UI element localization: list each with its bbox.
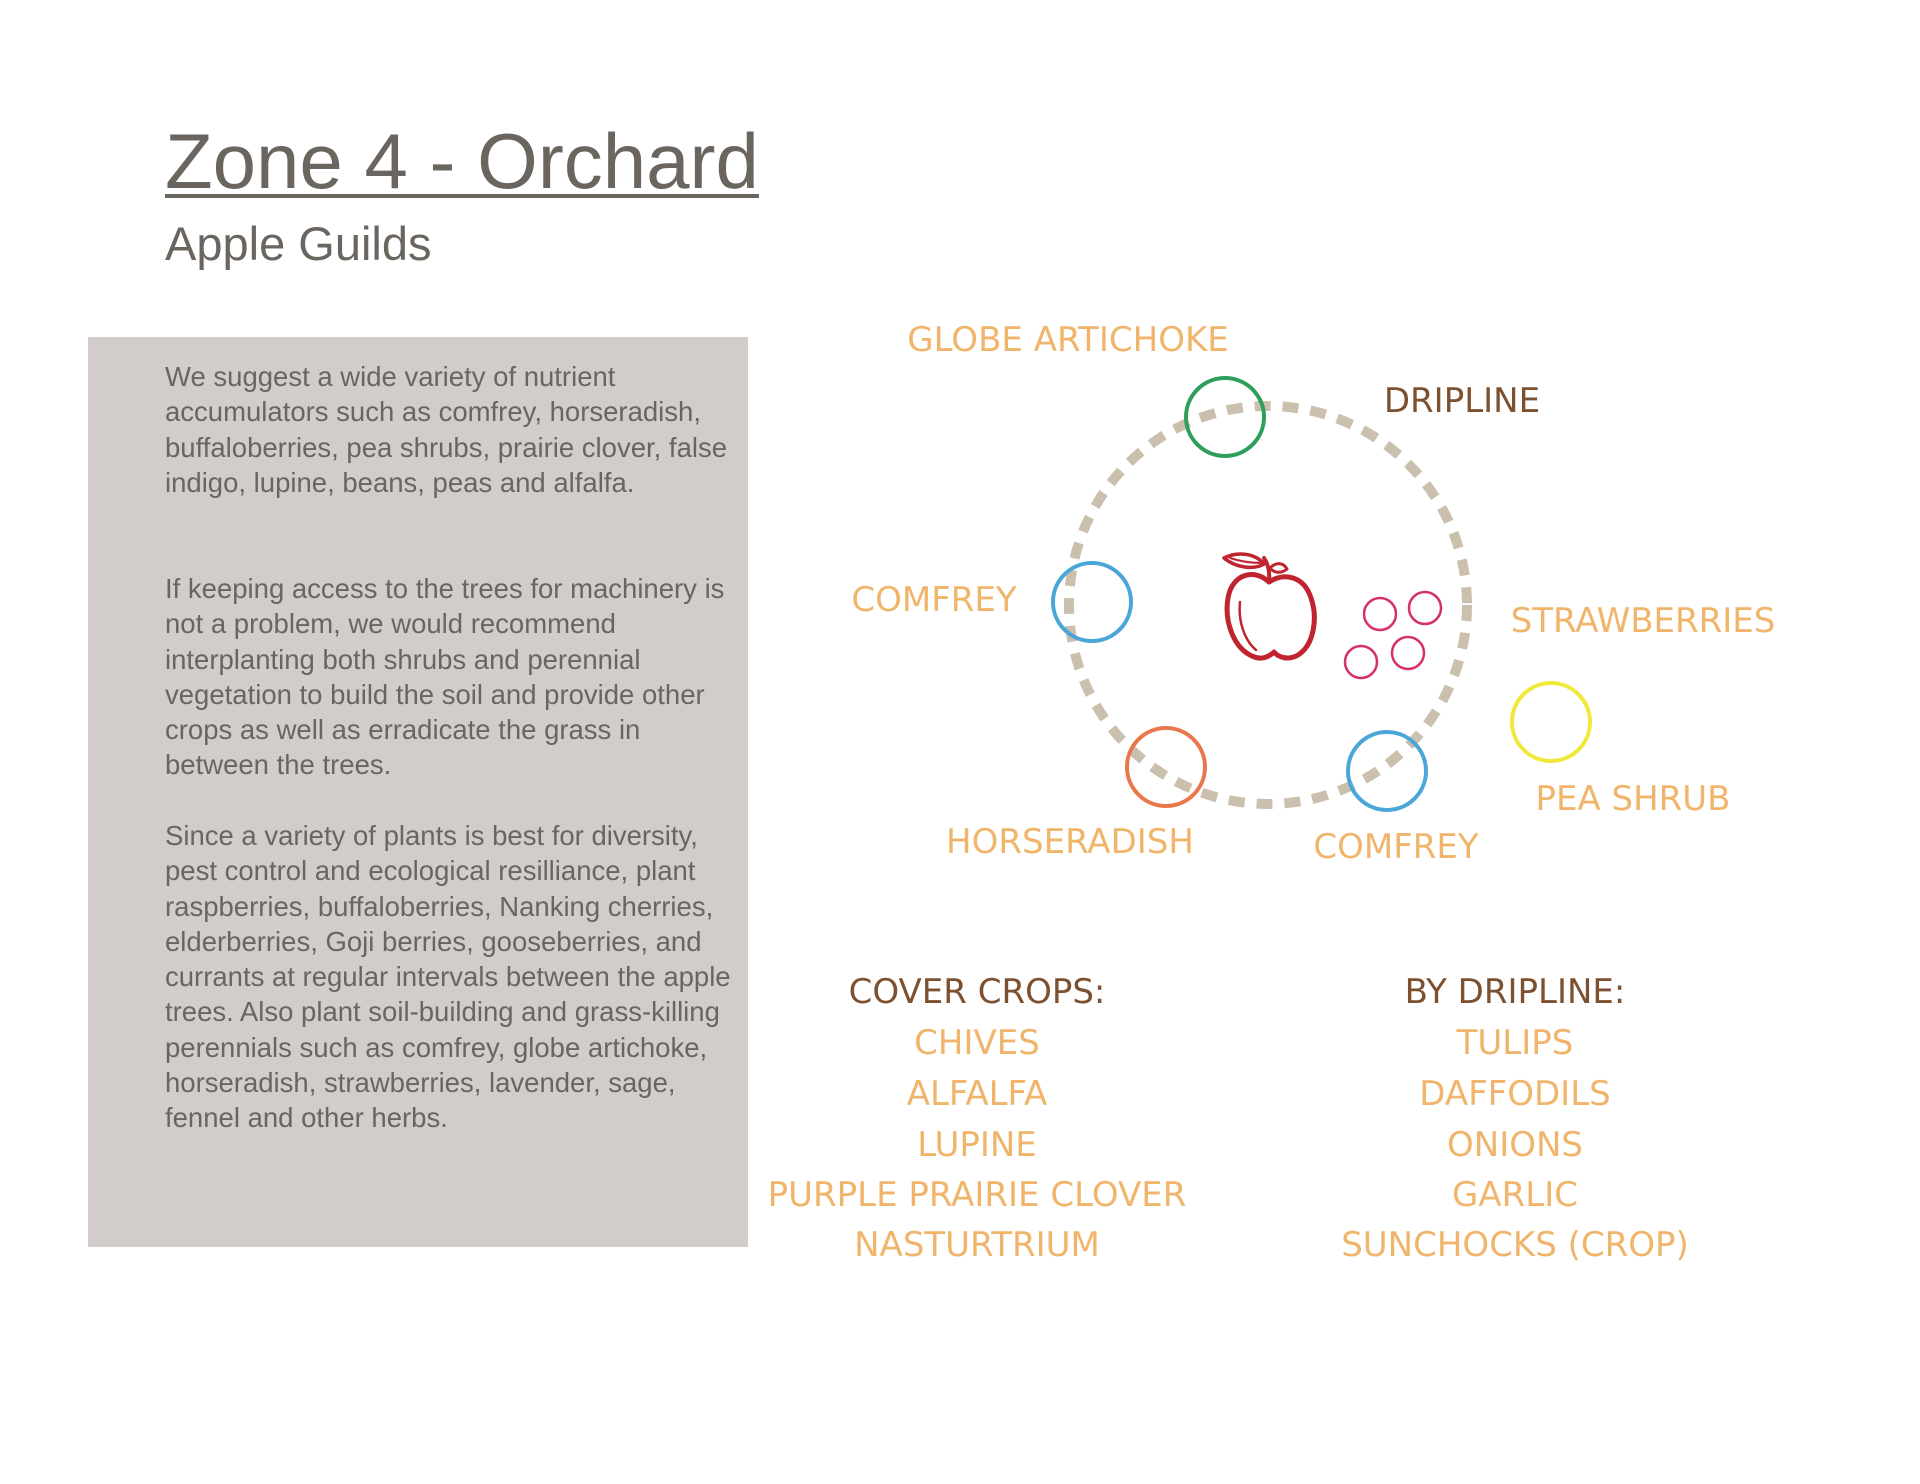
apple-icon [1224, 554, 1314, 658]
strawberries-label: STRAWBERRIES [1510, 601, 1776, 641]
page-title: Zone 4 - Orchard [165, 117, 759, 205]
horseradish-circle [1127, 728, 1205, 806]
by-dripline-item: DAFFODILS [1419, 1074, 1611, 1114]
description-paragraph-1: We suggest a wide variety of nutrient accumulators such as comfrey, horseradish, buffaloberries, pea shrubs, prairie clover, false indigo, lupine, beans, peas and alfalfa. [165, 361, 728, 498]
strawberries-cluster [1345, 592, 1441, 678]
comfrey-left-label: COMFREY [851, 580, 1017, 620]
globe-artichoke-label: GLOBE ARTICHOKE [907, 320, 1229, 360]
strawberry-circle [1345, 646, 1377, 678]
by-dripline-item: ONIONS [1447, 1125, 1583, 1165]
pea-shrub-circle [1512, 683, 1590, 761]
cover-crops-heading: COVER CROPS: [848, 972, 1106, 1012]
by-dripline-item: TULIPS [1456, 1023, 1574, 1063]
description-paragraph-2: If keeping access to the trees for machinery is not a problem, we would recommend interplanting both shrubs and perennial vegetation to build the soil and provide other crops as well as erradicate the grass in between the trees. [165, 573, 725, 781]
by-dripline-heading: BY DRIPLINE: [1404, 972, 1626, 1012]
horseradish-label: HORSERADISH [946, 822, 1194, 862]
cover-crop-item: CHIVES [914, 1023, 1040, 1063]
pea-shrub-label: PEA SHRUB [1535, 779, 1731, 819]
cover-crop-item: NASTURTRIUM [854, 1225, 1100, 1265]
globe-artichoke-circle [1186, 378, 1264, 456]
comfrey-bottom-circle [1348, 732, 1426, 810]
by-dripline-item: SUNCHOCKS (CROP) [1341, 1225, 1689, 1265]
dripline-label: DRIPLINE [1383, 381, 1541, 421]
cover-crop-item: PURPLE PRAIRIE CLOVER [767, 1175, 1187, 1215]
cover-crop-item: ALFALFA [906, 1074, 1048, 1114]
by-dripline-item: GARLIC [1452, 1175, 1578, 1215]
page-subtitle: Apple Guilds [165, 217, 432, 270]
cover-crop-item: LUPINE [917, 1125, 1037, 1165]
description-paragraph-3: Since a variety of plants is best for diversity, pest control and ecological resilliance, plant raspberries, buffaloberries, Nanking cherries, elderberries, Goji berries, gooseberries, and currants at regular intervals between the apple trees. Also plant soil-building and grass-killing perennials such as comfrey, globe artichoke, horseradish, strawberries, lavender, sage, fennel and other herbs. [165, 820, 731, 1134]
strawberry-circle [1392, 637, 1424, 669]
comfrey-bottom-label: COMFREY [1313, 827, 1479, 867]
dripline-circle [1069, 406, 1467, 804]
strawberry-circle [1364, 598, 1396, 630]
strawberry-circle [1409, 592, 1441, 624]
